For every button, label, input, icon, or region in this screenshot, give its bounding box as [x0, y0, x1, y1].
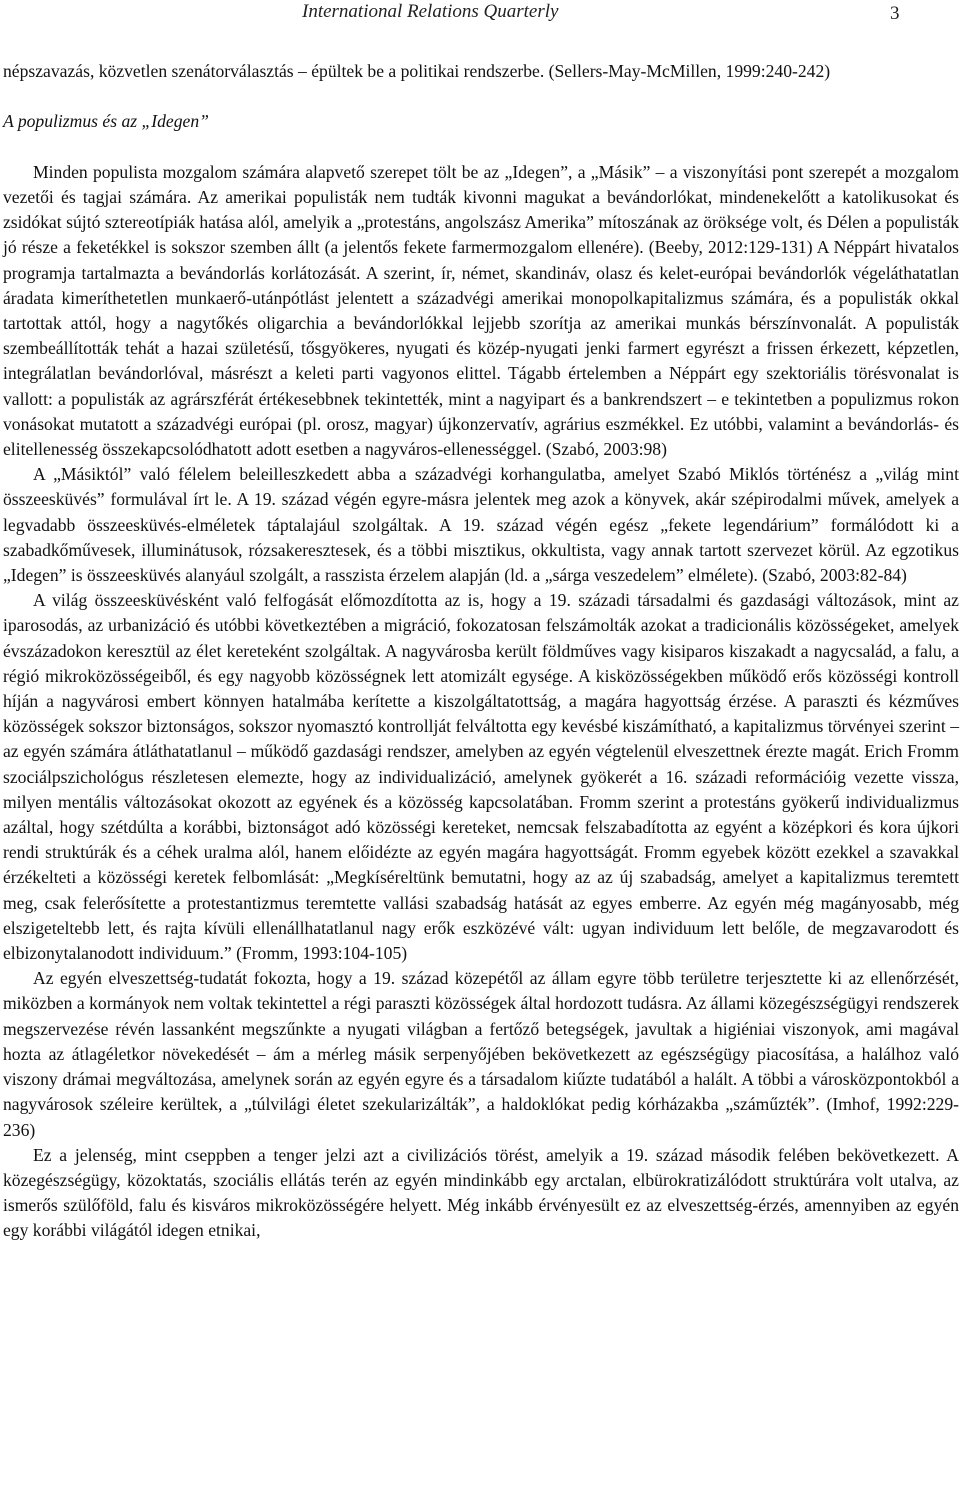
section-subheading: A populizmus és az „Idegen”: [3, 111, 209, 132]
paragraph-masik-felelem: A „Másiktól” való félelem beleilleszkedett abba a századvégi korhangulatba, amelyet Szabó Miklós történész a „világ mint összeesküvés” formulával írt le. A 19. század végén egyre-másra jelentek meg azok a könyvek, akár szépirodalmi művek, amelyek a legvadabb összeesküvés-elméletek táptalajául szolgáltak. A 19. század végén egész „fekete legendárium” formálódott ki a szabadkőművesek, illuminátusok, rózsakeresztesek, és a többi misztikus, okkultista, vagy annak tartott szervezet körül. Az egzotikus „Idegen” is összeesküvés alanyául szolgált, a rasszista érzelem alapján (ld. a „sárga veszedelem” elmélete). (Szabó, 2003:82-84): [3, 464, 959, 586]
journal-title: International Relations Quarterly: [302, 1, 559, 22]
paragraph-continuation: népszavazás, közvetlen szenátorválasztás – épültek be a politikai rendszerbe. (Sellers-May-McMillen, 1999:240-242): [3, 61, 831, 81]
paragraph-elveszettseg: Az egyén elveszettség-tudatát fokozta, hogy a 19. század közepétől az állam egyre több területre terjesztette ki az ellenőrzését, miközben a kormányok nem voltak tekintettel a régi paraszti közösségek által hordozott tudásra. Az állami közegészségügyi rendszerek megszervezése révén lassanként megszűnkte a nyugati világban a fertőző betegségek, javultak a higiéniai viszonyok, ami magával hozta az átlagéletkor növekedését – ám a mérleg másik serpenyőjében bekövetkezett az egészségügy piacosítása, a halálhoz való viszony drámai megváltozása, amelynek során az egyén egyre és a társadalom kiűzte tudatából a halált. A többi a városközpontokból a nagyvárosok széleire kerültek, a „túlvilági életet szekularizálták”, a haldoklókat pedig kórházakba „száműzték”. (Imhof, 1992:229-236): [3, 968, 959, 1140]
paragraph-vilag-osszeeskuves: A világ összeesküvésként való felfogását előmozdította az is, hogy a 19. századi társadalmi és gazdasági változások, mint az iparosodás, az urbanizáció és utóbbi következtében a migráció, fokozatosan felszámolták azokat a tradicionális közösségeket, amelyek évszázadokon keresztül az élet kereteként szolgáltak. A nagyvárosba került földműves vagy kisiparos kiszakadt a nagycsalád, a falu, a régió mikroközösségeiből, és egy nagyobb közösségnek lett atomizált egysége. A kisközösségekben működő erős közösségi kontroll híján a nagyvárosi embert könnyen hatalmába kerítette a kiszolgáltatottság, a magára hagyottság érzése. A paraszti és kézműves közösségek sokszor biztonságos, sokszor nyomasztó kontrollját felváltotta egy kevésbé kiszámítható, a kapitalizmus törvényei szerint – az egyén számára átláthatatlanul – működő gazdasági rendszer, amelyben az egyén végtelenül elveszettnek érezte magát. Erich Fromm szociálpszichológus részletesen elemezte, hogy az individualizáció, amelynek gyökerét a 16. századi reformációig vezette vissza, milyen mentális változásokat okozott az egyének és a közösség kapcsolatában. Fromm szerint a protestáns gyökerű individualizmus azáltal, hogy szétdúlta a korábbi, biztonságot adó közösségi kereteket, nemcsak felszabadította az egyént a középkori és kora újkori rendi struktúrák és a céhek uralma alól, hanem előidézte az egyén magára hagyottságát. Fromm egyebek között ezekkel a szavakkal érzékelteti a közösségi keretek felbomlását: „Megkíséreltünk bemutatni, hogy az az új szabadság, amelyet a kapitalizmus teremtett meg, csak felerősítette a protestantizmus teremtette vallási szabadság hatását az egyes emberre. Az egyén még magányosabb, még elszigeteltebb lett, és rajta kívüli ellenállhatatlanul nagy erők eszközévé vált: ugyan individuum lett belőle, de megzavarodott és elbizonytalanodott individuum.” (Fromm, 1993:104-105): [3, 590, 959, 964]
paragraph-idegen-intro: Minden populista mozgalom számára alapvető szerepet tölt be az „Idegen”, a „Másik” – a viszonyítási pont szerepét a mozgalom vezetői és tagjai számára. Az amerikai populisták nem tudták kivonni magukat a bevándorlókat, mindenekelőtt a katolikusokat és zsidókat sújtó sztereotípiák hatása alól, amelyik a „protestáns, angolszász Amerika” mítoszának az öröksége volt, és Délen a populisták jó része a feketékkel is sokszor szemben állt (a jelentős fekete farmermozgalom ellenére). (Beeby, 2012:129-131) A Néppárt hivatalos programja tartalmazta a bevándorlás korlátozását. A szerint, ír, német, skandináv, olasz és kelet-európai bevándorlók végeláthatatlan áradata kimeríthetetlen munkaerő-utánpótlást jelentett a századvégi amerikai monopolkapitalizmus számára, és a populisták okkal tartottak attól, hogy a nagytőkés oligarchia a bevándorlókkal lejjebb szorítja az amerikai munkás bérszínvonalát. A populisták szembeállították tehát a hazai születésű, tősgyökeres, nyugati és közép-nyugati jenki farmert egyrészt a frissen érkezett, képzetlen, integrálatlan bevándorlóval, másrészt a keleti parti vagyonos elittel. Tágabb értelemben a Néppárt egy szektoriális törésvonalat is vallott: a populisták az agrárszférát értékesebbnek tekintették, mint a nagyipart és a bankrendszert – e tekintetben a populizmus rokon vonásokat mutatott a századvégi európai (pl. orosz, magyar) újkonzervatív, agrárius eszmékkel. Ez utóbbi, valamint a bevándorlás- és elitellenesség összekapcsolódhatott adott esetben a nagyváros-ellenességgel. (Szabó, 2003:98): [3, 161, 959, 460]
running-header: [0, 0, 960, 34]
article-body: [3, 59, 959, 1244]
paragraph-civilizacios-tores: Ez a jelenség, mint cseppben a tenger jelzi azt a civilizációs törést, amelyik a 19. század második felében bekövetkezett. A közegészségügy, közoktatás, szociális ellátás terén az egyén mindinkább egy arctalan, elbürokratizálódott struktúrára volt utalva, az ismerős szülőföld, falu és kisváros mikroközösségére helyett. Még inkább érvényesült ez az elveszettség-érzés, amennyiben az egyén egy korábbi világától idegen etnikai,: [3, 1144, 959, 1241]
page-number: 3: [890, 3, 900, 24]
